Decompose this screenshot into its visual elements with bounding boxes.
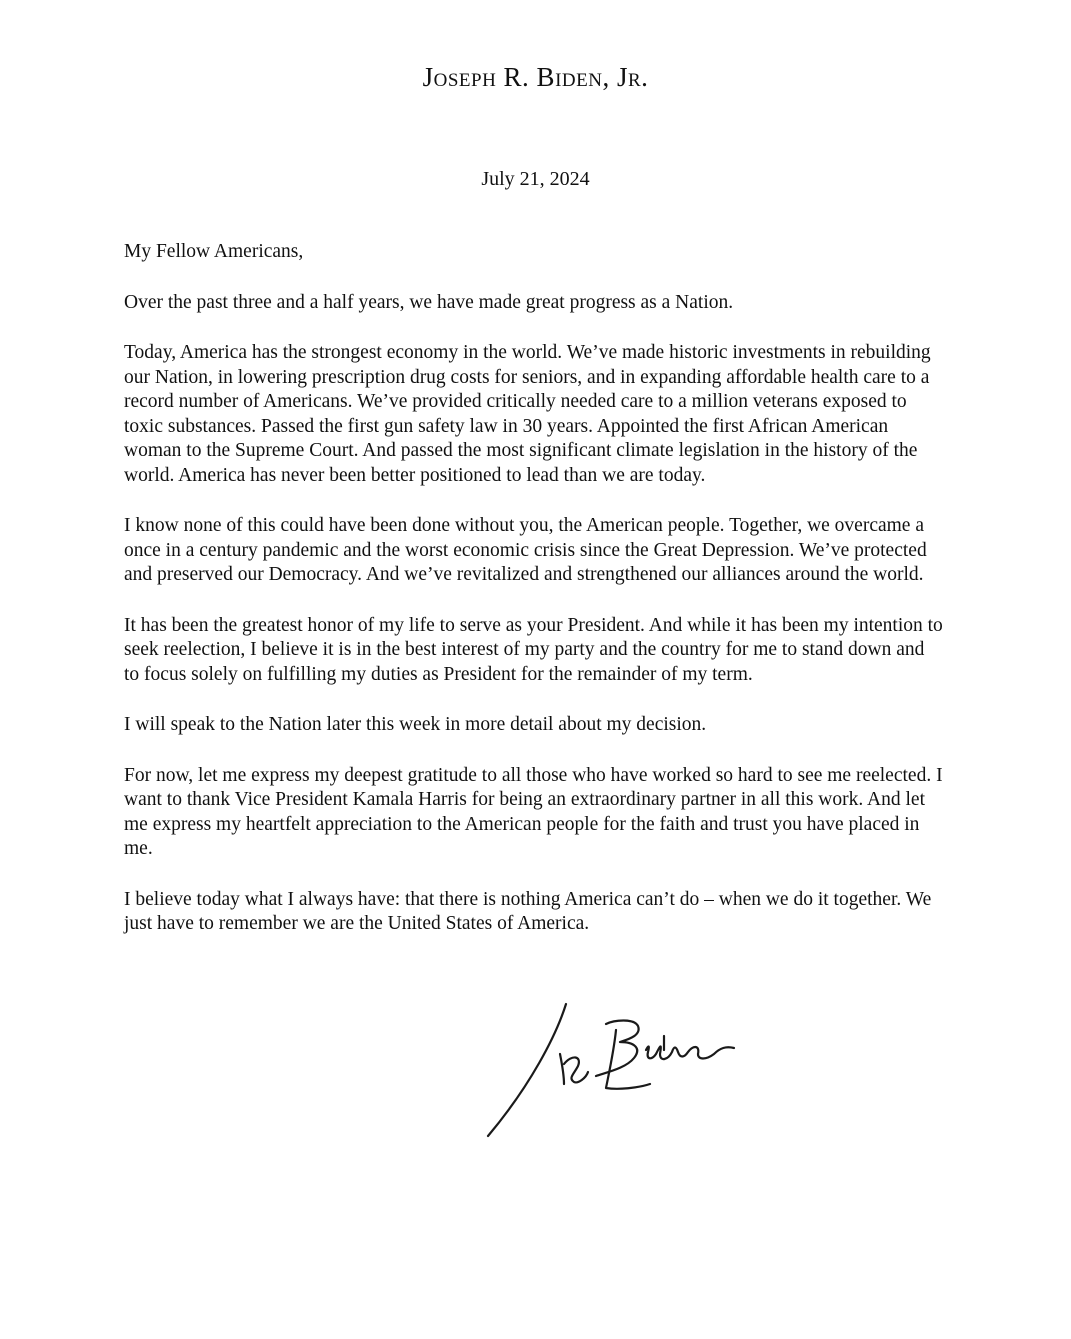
letter-date: July 21, 2024 [481,168,590,190]
letterhead-name: Joseph R. Biden, Jr. [422,62,649,92]
paragraph-7: I believe today what I always have: that there is nothing America can’t do – when we do it together. We just have to remember we are the United States of America. [124,888,932,934]
paragraph-2: Today, America has the strongest economy in the world. We’ve made historic investments in rebuilding our Nation, in lowering prescription drug costs for seniors, and in expanding affordable health care to a record number of Americans. We’ve provided critically needed care to a million veterans exposed to toxic substances. Passed the first gun safety law in 30 years. Appointed the first African American woman to the Supreme Court. And passed the most significant climate legislation in the history of the world. America has never been better positioned to lead than we are today. [124,342,931,486]
paragraph-3: I know none of this could have been done without you, the American people. Together, we overcame a once in a century pandemic and the worst economic crisis since the Great Depression. We’ve protected and preserved our Democracy. And we’ve revitalized and strengthened our alliances around the world. [124,515,927,585]
salutation: My Fellow Americans, [124,241,304,262]
letter-body [124,240,944,963]
signature [478,996,758,1146]
paragraph-4: It has been the greatest honor of my life to serve as your President. And while it has been my intention to seek reelection, I believe it is in the best interest of my party and the country for me to stand down and to focus solely on fulfilling my duties as President for the remainder of my term. [124,614,943,685]
paragraph-6: For now, let me express my deepest gratitude to all those who have worked so hard to see me reelected. I want to thank Vice President Kamala Harris for being an extraordinary partner in all this work. And let me express my heartfelt appreciation to the American people for the faith and trust you have placed in me. [124,764,943,859]
paragraph-1: Over the past three and a half years, we have made great progress as a Nation. [124,291,734,313]
paragraph-5: I will speak to the Nation later this week in more detail about my decision. [124,714,707,735]
